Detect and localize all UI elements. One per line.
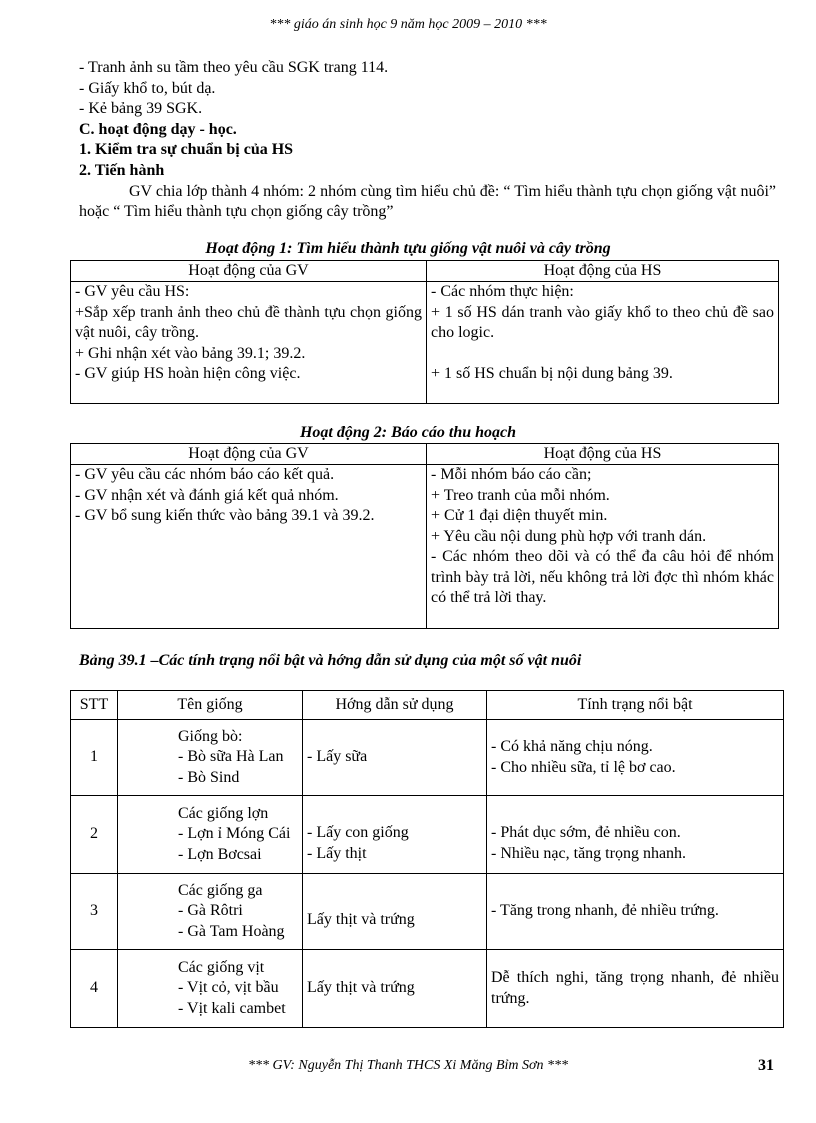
activity2-col-hs: Hoạt động của HS: [427, 444, 779, 465]
activity1-gv-line: - GV yêu cầu HS:: [75, 283, 190, 300]
cell-line: - Lợn ỉ Móng Cái: [178, 825, 291, 843]
table-row: [71, 720, 784, 796]
cell-line: - Lấy thịt: [307, 844, 367, 862]
activity2-gv-line: - GV bổ sung kiến thức vào bảng 39.1 và 39.2.: [75, 507, 375, 524]
page-header: *** giáo án sinh học 9 năm học 2009 – 2010 ***: [269, 17, 547, 32]
cell-line: Lấy thịt và trứng: [307, 911, 415, 929]
section-heading-2: 2. Tiến hành: [79, 161, 165, 179]
cell-line: - Vịt cỏ, vịt bầu: [178, 979, 279, 997]
cell-line: - Gà Rôtri: [178, 902, 243, 920]
cell-line: - Phát dục sớm, đẻ nhiều con.: [491, 824, 681, 841]
activity2-hs-line: - Mỗi nhóm báo cáo cần;: [431, 466, 592, 483]
cell-line: - Lấy sữa: [307, 748, 368, 766]
table-header-ten-giong: Tên giống: [118, 691, 303, 720]
activity2-table: [70, 443, 779, 629]
table-header-stt: STT: [71, 691, 118, 720]
activity1-hs-line: + 1 số HS dán tranh vào giấy khổ to theo chủ đề sao cho logic.: [431, 303, 774, 341]
row-ten-giong: [118, 796, 303, 874]
activity1-gv-line: +Sắp xếp tranh ảnh theo chủ đề thành tựu chọn giống vật nuôi, cây trồng.: [75, 303, 422, 341]
row-huong-dan: [303, 796, 487, 874]
activity1-gv-line: - GV giúp HS hoàn hiện công việc.: [75, 365, 301, 382]
row-tinh-trang: [487, 720, 784, 796]
activity2-gv-line: - GV yêu cầu các nhóm báo cáo kết quả.: [75, 466, 335, 483]
row-huong-dan: [303, 950, 487, 1028]
cell-line: Các giống lợn: [178, 804, 269, 822]
table-row: [71, 950, 784, 1028]
cell-line: Các giống vịt: [178, 958, 265, 976]
section-heading-1: 1. Kiểm tra sự chuẩn bị của HS: [79, 141, 294, 158]
activity2-hs-cell: [427, 465, 779, 629]
row-tinh-trang: [487, 874, 784, 950]
cell-line: - Nhiều nạc, tăng trọng nhanh.: [491, 844, 687, 862]
cell-line: - Bò Sind: [178, 768, 240, 786]
table-header-huong-dan: Hớng dẫn sử dụng: [303, 691, 487, 720]
activity1-table: [70, 260, 779, 404]
row-stt: 3: [71, 874, 118, 950]
cell-line: Lấy thịt và trứng: [307, 979, 415, 997]
row-huong-dan: [303, 874, 487, 950]
activity1-hs-line: - Các nhóm thực hiện:: [431, 283, 574, 300]
table-row: [71, 796, 784, 874]
row-stt: 4: [71, 950, 118, 1028]
activity1-hs-cell: [427, 282, 779, 404]
activity2-hs-line: + Cử 1 đại diện thuyết min.: [431, 507, 608, 524]
material-line-1: - Tranh ảnh su tầm theo yêu cầu SGK trang 114.: [79, 59, 389, 76]
cell-line: - Lợn Bơcsai: [178, 845, 262, 863]
page-number: 31: [758, 1057, 774, 1074]
cell-line: Các giống ga: [178, 881, 263, 899]
activity2-col-gv: Hoạt động của GV: [71, 444, 427, 465]
activity1-col-hs: Hoạt động của HS: [427, 261, 779, 282]
activity1-gv-cell: [71, 282, 427, 404]
cell-line: - Cho nhiều sữa, tỉ lệ bơ cao.: [491, 758, 676, 776]
activity2-title: Hoạt động 2: Báo cáo thu hoạch: [299, 424, 517, 441]
intro-section: [79, 58, 776, 222]
intro-paragraph: GV chia lớp thành 4 nhóm: 2 nhóm cùng tìm hiểu chủ đề: “ Tìm hiểu thành tựu chọn giống vật nuôi” hoặc “ Tìm hiểu thành tựu chọn giống cây trồng”: [79, 183, 776, 220]
table-row: [71, 874, 784, 950]
cell-line: - Lấy con giống: [307, 824, 409, 841]
row-tinh-trang: [487, 950, 784, 1028]
cell-line: Giống bò:: [178, 727, 243, 745]
activity2-hs-line: - Các nhóm theo dõi và có thể đa câu hỏi để nhóm trình bày trả lời, nếu không trả lời đợc thì nhóm khác có thể trả lời thay.: [431, 548, 774, 606]
cell-line: - Gà Tam Hoàng: [178, 922, 285, 940]
cell-line: Dễ thích nghi, tăng trọng nhanh, đẻ nhiều trứng.: [491, 969, 779, 1007]
row-ten-giong: [118, 720, 303, 796]
page-footer: *** GV: Nguyễn Thị Thanh THCS Xi Măng Bỉm Sơn ***: [247, 1058, 568, 1073]
cell-line: - Vịt kali cambet: [178, 999, 286, 1017]
row-tinh-trang: [487, 796, 784, 874]
activity1-col-gv: Hoạt động của GV: [71, 261, 427, 282]
cell-line: - Có khả năng chịu nóng.: [491, 738, 653, 755]
activity2-hs-line: + Yêu cầu nội dung phù hợp với tranh dán.: [431, 527, 707, 545]
row-stt: 2: [71, 796, 118, 874]
table-caption: Bảng 39.1 –Các tính trạng nổi bật và hớng dẫn sử dụng của một số vật nuôi: [79, 652, 582, 669]
row-ten-giong: [118, 874, 303, 950]
activity2-gv-line: - GV nhận xét và đánh giá kết quả nhóm.: [75, 486, 339, 504]
table-header-tinh-trang: Tính trạng nổi bật: [487, 691, 784, 720]
cell-line: - Bò sữa Hà Lan: [178, 748, 284, 766]
activity2-hs-line: + Treo tranh của mỗi nhóm.: [431, 486, 610, 504]
material-line-2: - Giấy khổ to, bút dạ.: [79, 79, 216, 97]
table-39-1: [70, 690, 784, 1028]
activity2-gv-cell: [71, 465, 427, 629]
material-line-3: - Kẻ bảng 39 SGK.: [79, 100, 203, 117]
row-stt: 1: [71, 720, 118, 796]
row-ten-giong: [118, 950, 303, 1028]
row-huong-dan: [303, 720, 487, 796]
section-heading-c: C. hoạt động dạy - học.: [79, 120, 237, 138]
activity1-title: Hoạt động 1: Tìm hiểu thành tựu giống vật nuôi và cây trồng: [205, 240, 611, 257]
activity1-hs-line: + 1 số HS chuẩn bị nội dung bảng 39.: [431, 364, 673, 382]
activity1-gv-line: + Ghi nhận xét vào bảng 39.1; 39.2.: [75, 344, 306, 362]
cell-line: - Tăng trong nhanh, đẻ nhiều trứng.: [491, 902, 719, 920]
